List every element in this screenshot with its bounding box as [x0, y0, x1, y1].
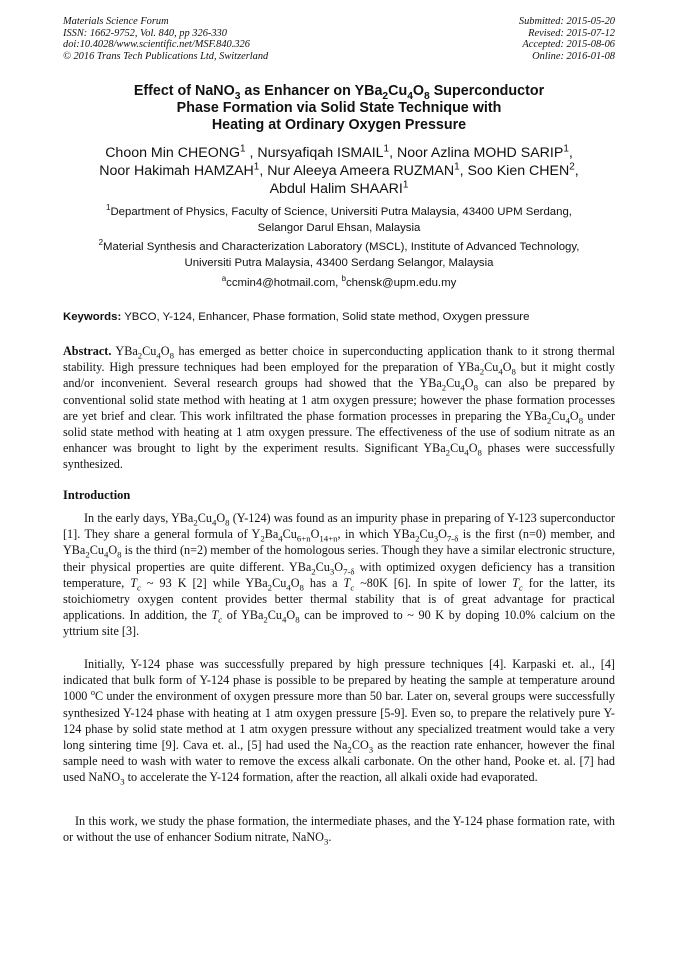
- authors-line-3: Abdul Halim SHAARI$^1$: [269, 179, 409, 197]
- journal-info: [63, 16, 268, 62]
- submitted-date: Submitted: 2015-05-20: [518, 16, 615, 27]
- title-line-2: Phase Formation via Solid State Technique with: [176, 100, 502, 116]
- keywords-text: YBCO, Y-124, Enhancer, Phase formation, Solid state method, Oxygen pressure: [121, 311, 530, 323]
- abstract: Abstract. $YBa_2Cu_4O_8$ has emerged as better choice in superconducting application thank to it strong thermal stability. High pressure techniques had been employed for the preparation of $YBa_2Cu_4O_8$ but it might costly and/or inconvenient. Several research groups had showed that the $YBa_2Cu_4O_8$ can also be prepared by conventional solid state method with heating at 1 atm oxygen pressure; however the phase formation processes are yet brief and clear. This work infiltrated the phase formation processes in preparing the $YBa_2Cu_4O_8$ under solid state method with heating at 1 atm oxygen pressure. The effectiveness of the use of sodium nitrate as an enhancer was brought to light by the experiment results. Significant $YBa_2Cu_4O_8$ phases were successfully synthesized.: [63, 344, 615, 472]
- author-name: Abdul Halim SHAARI: [269, 181, 403, 197]
- author-name: Nur Aleeya Ameera RUZMAN: [267, 163, 455, 179]
- intro-paragraph-3: In this work, we study the phase formation, the intermediate phases, and the Y-124 phase formation rate, with or without the use of enhancer Sodium nitrate, NaNO$_3$.: [63, 814, 615, 847]
- intro-paragraph-1: In the early days, $YBa_2Cu_4O_8$ (Y-124) was found as an impurity phase in preparing of Y-123 superconductor [1]. They share a general formula of $Y_2Ba_4Cu_{6+n}O_{14+n}$, in which $YBa_2Cu_3O_{7-\delta}$ is the first (n=0) member, and $YBa_2Cu_4O_8$ is the third (n=2) member of the homologous series. Though they have a similar electronic structure, their physical properties are quite different. $YBa_2Cu_3O_{7-\delta}$ with optimized oxygen deficiency has a transition temperature, $T_c$ ~ 93 K [2] while $YBa_2Cu_4O_8$ has a $T_c$ ~80K [6]. In spite of lower $T_c$ for the latter, its stoichiometry oxygen content provides better thermal stability that is of great advantage for practical applications. In addition, the $T_c$ of $YBa_2Cu_4O_8$ can be improved to ~ 90 K by doping 10.0% calcium on the yttrium site [3].: [63, 511, 615, 639]
- introduction-heading: Introduction: [63, 488, 131, 502]
- affiliation-1: $^1$Department of Physics, Faculty of Science, Universiti Putra Malaysia, 43400 UPM Serdang, Selangor Darul Ehsan, Malaysia: [106, 203, 572, 234]
- authors-line-2: Noor Hakimah HAMZAH$^1$, Nur Aleeya Ameera RUZMAN$^1$, Soo Kien CHEN$^2$,: [99, 161, 579, 179]
- affiliation-2: $^2$Material Synthesis and Characterization Laboratory (MSCL), Institute of Advanced Technology, Universiti Putra Malaysia, 43400 Serdang Selangor, Malaysia: [98, 238, 580, 269]
- author-name: Choon Min CHEONG: [105, 145, 241, 161]
- online-date: Online: 2016-01-08: [532, 50, 615, 62]
- title-line-1: Effect of NaNO$_3$ as Enhancer on $YBa_2Cu_4O_8$ Superconductor: [133, 83, 545, 102]
- author-emails: $^a$ccmin4@hotmail.com, $^b$chensk@upm.edu.my: [221, 274, 457, 289]
- doi-line: doi:10.4028/www.scientific.net/MSF.840.326: [63, 39, 250, 51]
- author-name: Noor Azlina MOHD SARIP: [396, 145, 564, 161]
- journal-name: Materials Science Forum: [63, 16, 169, 27]
- copyright-line: © 2016 Trans Tech Publications Ltd, Switzerland: [63, 50, 269, 62]
- intro-paragraph-2: Initially, Y-124 phase was successfully prepared by high pressure techniques [4]. Karpaski et. al., [4] indicated that bulk form of Y-124 phase is possible to be prepared by heating the sample at temperature around 1000 $^o$C under the environment of oxygen pressure more than 50 bar. Later on, several groups were successfully synthesized Y-124 phase with heating at 1 atm oxygen pressure [5-9]. Even so, to prepare the relatively pure Y-124 phase by solid state method at 1 atm oxygen pressure without any specialized treatment would take a very long sintering time [9]. Cava et. al., [5] had used the $Na_2CO_3$ as the reaction rate enhancer, however the final sample need to wash with water to remove the excess alkali carbonate. On the other hand, Pooke et. al. [7] had used NaNO$_3$ to accelerate the Y-124 formation, after the reaction, all alkali oxide had evaporated.: [63, 657, 616, 787]
- abstract-label: Abstract.: [63, 344, 112, 358]
- revised-date: Revised: 2015-07-12: [528, 27, 615, 39]
- author-name: Nursyafiqah ISMAIL: [257, 145, 384, 161]
- accepted-date: Accepted: 2015-08-06: [522, 39, 615, 51]
- title-line-3: Heating at Ordinary Oxygen Pressure: [211, 117, 467, 133]
- author-name: Noor Hakimah HAMZAH: [99, 163, 254, 179]
- author-list: [63, 144, 615, 198]
- issn-line: ISSN: 1662-9752, Vol. 840, pp 326-330: [63, 27, 227, 39]
- keywords: [63, 310, 615, 325]
- authors-line-1: Choon Min CHEONG$^1$ , Nursyafiqah ISMAIL$^1$, Noor Azlina MOHD SARIP$^1$,: [105, 143, 573, 161]
- author-name: Soo Kien CHEN: [467, 163, 570, 179]
- paper-title: [63, 83, 615, 134]
- email-a[interactable]: ccmin4@hotmail.com,: [226, 277, 342, 289]
- keywords-label: Keywords:: [63, 311, 122, 323]
- email-b[interactable]: chensk@upm.edu.my: [345, 277, 457, 289]
- dates-info: [519, 16, 615, 62]
